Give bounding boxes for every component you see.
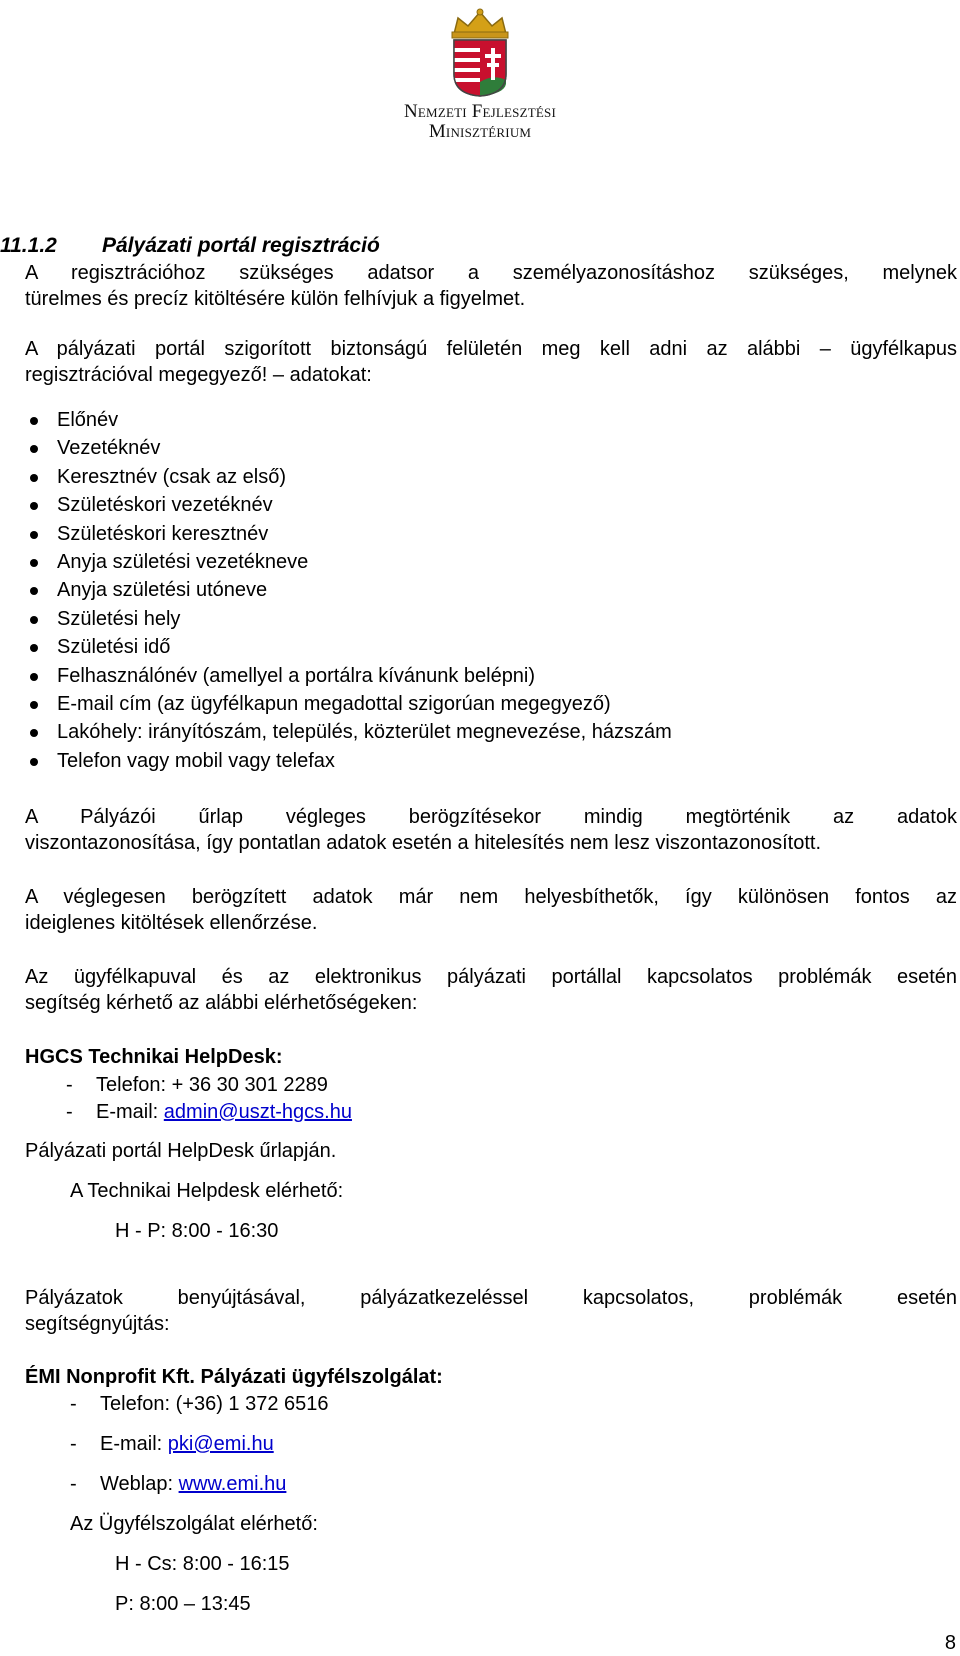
list-item: Anyja születési utóneve (25, 576, 672, 604)
list-item: Keresztnév (csak az első) (25, 463, 672, 491)
list-item: Születéskori vezetéknév (25, 491, 672, 519)
emi-phone: - Telefon: (+36) 1 372 6516 (70, 1393, 329, 1415)
hgcs-phone: - Telefon: + 36 30 301 2289 (66, 1074, 328, 1096)
submission-paragraph: Pályázatok benyújtásával, pályázatkezeléssel kapcsolatos, problémák esetén segítségnyújtás: (25, 1287, 957, 1335)
coat-of-arms-icon (436, 4, 524, 98)
list-item: Előnév (25, 406, 672, 434)
required-fields-list (25, 406, 672, 775)
list-item: Anyja születési vezetékneve (25, 548, 672, 576)
helpdesk-hours: H - P: 8:00 - 16:30 (115, 1220, 279, 1242)
emi-availability-label: Az Ügyfélszolgálat elérhető: (70, 1513, 318, 1535)
section-heading (0, 234, 380, 258)
help-paragraph: Az ügyfélkapuval és az elektronikus pályázati portállal kapcsolatos problémák esetén segítség kérhető az alábbi elérhetőségeken: (25, 966, 957, 1014)
list-item: Felhasználónév (amellyel a portálra kívánunk belépni) (25, 662, 672, 690)
helpdesk-form-text: Pályázati portál HelpDesk űrlapján. (25, 1140, 337, 1162)
emi-website-link[interactable]: www.emi.hu (178, 1473, 287, 1495)
hgcs-helpdesk-title: HGCS Technikai HelpDesk: (25, 1046, 283, 1068)
section-title: Pályázati portál regisztráció (102, 234, 380, 257)
final-data-paragraph: A véglegesen berögzített adatok már nem helyesbíthetők, így különösen fontos az ideiglenes kitöltések ellenőrzése. (25, 886, 957, 934)
list-item: Lakóhely: irányítószám, település, közterület megnevezése, házszám (25, 718, 672, 746)
ministry-logo (372, 4, 588, 144)
emi-email: - E-mail: pki@emi.hu (70, 1433, 274, 1455)
emi-email-link[interactable]: pki@emi.hu (167, 1433, 274, 1455)
list-item: Vezetéknév (25, 434, 672, 462)
hgcs-email: - E-mail: admin@uszt-hgcs.hu (66, 1101, 352, 1123)
list-item: E-mail cím (az ügyfélkapun megadottal szigorúan megegyező) (25, 690, 672, 718)
list-item: Születési idő (25, 633, 672, 661)
emi-hours-weekdays: H - Cs: 8:00 - 16:15 (115, 1553, 290, 1575)
list-item: Születési hely (25, 605, 672, 633)
hgcs-email-link[interactable]: admin@uszt-hgcs.hu (163, 1101, 352, 1123)
page-number: 8 (944, 1632, 956, 1654)
emi-hours-friday: P: 8:00 – 13:45 (115, 1593, 251, 1615)
list-item: Telefon vagy mobil vagy telefax (25, 747, 672, 775)
emi-website: - Weblap: www.emi.hu (70, 1473, 287, 1495)
section-number: 11.1.2 (0, 234, 57, 257)
portal-paragraph: A pályázati portál szigorított biztonságú felületén meg kell adni az alábbi – ügyfélkapus regisztrációval megegyező! – adatokat: (25, 338, 957, 386)
intro-paragraph: A regisztrációhoz szükséges adatsor a személyazonosításhoz szükséges, melynek türelmes és precíz kitöltésére külön felhívjuk a figyelmet. (25, 262, 957, 310)
verification-paragraph: A Pályázói űrlap végleges berögzítésekor mindig megtörténik az adatok viszontazonosítása, így pontatlan adatok esetén a hitelesítés nem lesz viszontazonosított. (25, 806, 957, 854)
helpdesk-availability-label: A Technikai Helpdesk elérhető: (70, 1180, 344, 1202)
list-item: Születéskori keresztnév (25, 520, 672, 548)
ministry-name: Nemzeti Fejlesztési Minisztérium (404, 101, 556, 142)
emi-service-title: ÉMI Nonprofit Kft. Pályázati ügyfélszolgálat: (25, 1366, 443, 1388)
